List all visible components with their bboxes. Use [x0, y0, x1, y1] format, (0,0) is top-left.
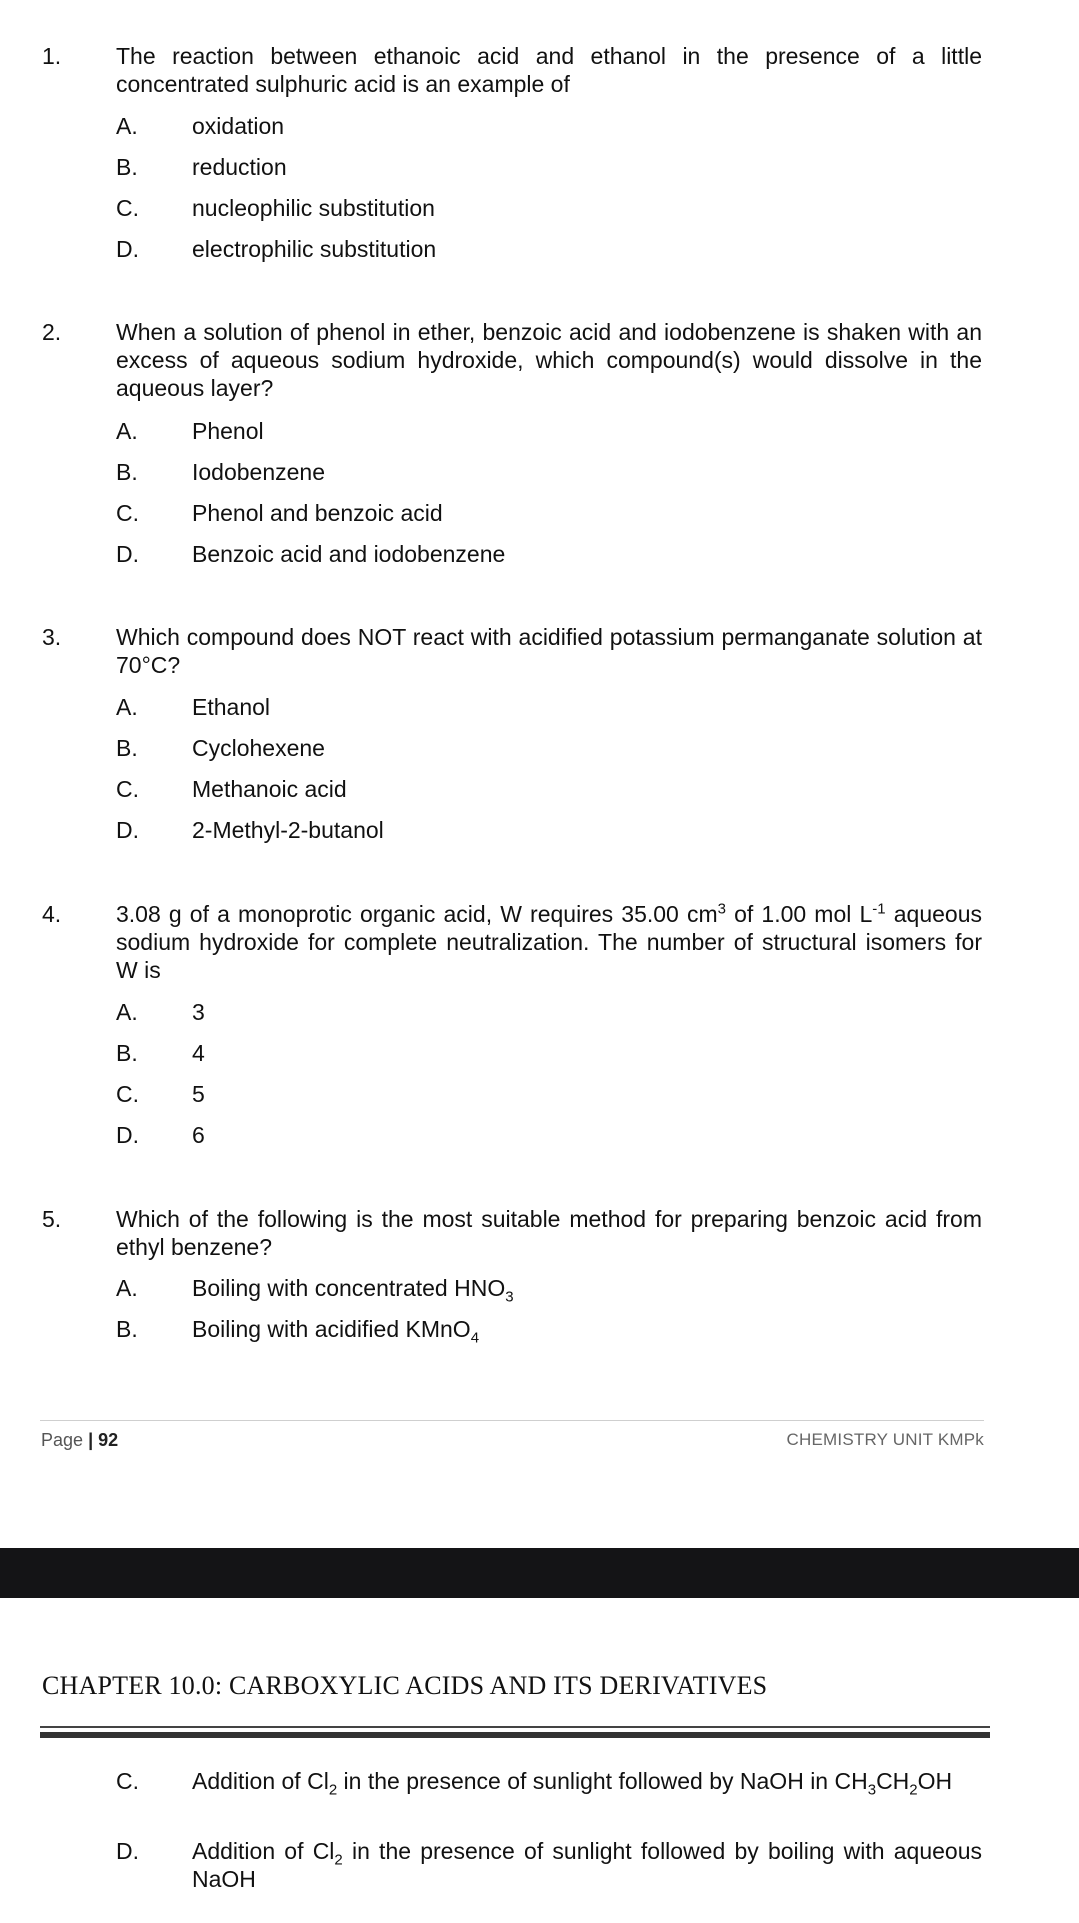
- option-text: Benzoic acid and iodobenzene: [192, 541, 506, 567]
- question-number: 2.: [42, 319, 62, 345]
- option-text-part: in the presence of sunlight followed by boiling with aqueous NaOH: [192, 1838, 982, 1892]
- option-letter: D.: [116, 541, 139, 567]
- header-rule-thin: [40, 1726, 990, 1728]
- option-text: [192, 1274, 982, 1306]
- option-letter: B.: [116, 154, 138, 180]
- question-text: When a solution of phenol in ether, benzoic acid and iodobenzene is shaken with an excess of aqueous sodium hydroxide, which compound(s) would dissolve in the aqueous layer?: [116, 319, 982, 401]
- option-text: 6: [192, 1122, 205, 1148]
- option-letter: A.: [116, 999, 138, 1025]
- option-text: electrophilic substitution: [192, 236, 437, 262]
- question-number: 3.: [42, 624, 62, 650]
- option-4d: [116, 1121, 982, 1151]
- option-text-part: Boiling with concentrated HNO: [192, 1275, 506, 1301]
- option-letter: C.: [116, 195, 139, 221]
- question-text: [116, 900, 982, 984]
- question-text: The reaction between ethanoic acid and ethanol in the presence of a little concentrated sulphuric acid is an example of: [116, 43, 982, 97]
- page-number: 92: [98, 1430, 119, 1450]
- option-text: Iodobenzene: [192, 459, 326, 485]
- option-text: nucleophilic substitution: [192, 195, 435, 221]
- option-text: [192, 1767, 982, 1799]
- question-text: Which of the following is the most suitable method for preparing benzoic acid from ethyl benzene?: [116, 1206, 982, 1260]
- option-letter: C.: [116, 1081, 139, 1107]
- option-letter: D.: [116, 1838, 139, 1864]
- option-text: 3: [192, 999, 205, 1025]
- option-text: [192, 1837, 982, 1893]
- option-letter: D.: [116, 1122, 139, 1148]
- option-letter: A.: [116, 418, 138, 444]
- option-1a: [116, 112, 982, 142]
- option-letter: B.: [116, 459, 138, 485]
- subscript: 3: [505, 1288, 514, 1306]
- option-text-part: in the presence of sunlight followed by NaOH in CH: [337, 1768, 868, 1794]
- unit-label: CHEMISTRY UNIT KMPk: [786, 1430, 984, 1449]
- option-1c: [116, 194, 982, 224]
- option-4c: [116, 1080, 982, 1110]
- subscript: 4: [470, 1329, 480, 1347]
- page-indicator: [41, 1426, 118, 1454]
- option-5b: [116, 1315, 982, 1345]
- page-break-band: [0, 1548, 1079, 1598]
- question-text: Which compound does NOT react with acidified potassium permanganate solution at 70°C?: [116, 624, 982, 678]
- option-3a: [116, 693, 982, 723]
- header-rule-thick: [40, 1732, 990, 1738]
- option-1b: [116, 153, 982, 183]
- option-text-part: Addition of Cl: [192, 1838, 335, 1864]
- option-text: 2-Methyl-2-butanol: [192, 817, 384, 843]
- option-1d: [116, 235, 982, 265]
- option-text-part: CH: [876, 1768, 910, 1794]
- option-letter: A.: [116, 1275, 138, 1301]
- option-letter: C.: [116, 776, 139, 802]
- option-letter: A.: [116, 694, 138, 720]
- question-text-part: 3.08 g of a monoprotic organic acid, W requires 35.00 cm: [116, 901, 718, 927]
- option-text: Phenol: [192, 418, 264, 444]
- option-text-part: Boiling with acidified KMnO: [192, 1316, 471, 1342]
- option-4b: [116, 1039, 982, 1069]
- option-text: 5: [192, 1081, 205, 1107]
- page-separator: |: [88, 1430, 94, 1450]
- option-letter: D.: [116, 236, 139, 262]
- chapter-title: CHAPTER 10.0: CARBOXYLIC ACIDS AND ITS DERIVATIVES: [42, 1671, 768, 1700]
- option-2b: [116, 458, 982, 488]
- option-letter: B.: [116, 735, 138, 761]
- option-letter: B.: [116, 1316, 138, 1342]
- option-5c: [116, 1767, 982, 1827]
- question-number: 5.: [42, 1206, 62, 1232]
- question-number: 4.: [42, 901, 62, 927]
- option-text: Phenol and benzoic acid: [192, 500, 443, 526]
- footer-divider: [40, 1420, 984, 1421]
- option-letter: C.: [116, 500, 139, 526]
- option-2c: [116, 499, 982, 529]
- option-2a: [116, 417, 982, 447]
- option-5d: [116, 1837, 982, 1897]
- option-text: Methanoic acid: [192, 776, 347, 802]
- superscript: -1: [872, 900, 886, 918]
- option-text: oxidation: [192, 113, 285, 139]
- subscript: 3: [867, 1781, 877, 1799]
- option-letter: B.: [116, 1040, 138, 1066]
- option-letter: D.: [116, 817, 139, 843]
- option-3d: [116, 816, 982, 846]
- question-text-part: aqueous sodium hydroxide for complete neutralization. The number of structural isomers for W is: [116, 901, 983, 983]
- subscript: 2: [334, 1851, 343, 1869]
- subscript: 2: [909, 1781, 918, 1799]
- question-text-part: of 1.00 mol L: [725, 901, 873, 927]
- option-text-part: Addition of Cl: [192, 1768, 329, 1794]
- superscript: 3: [717, 900, 726, 918]
- option-text-part: OH: [917, 1768, 953, 1794]
- option-3c: [116, 775, 982, 805]
- option-text: Cyclohexene: [192, 735, 325, 761]
- page-label: Page: [41, 1430, 84, 1450]
- option-text: reduction: [192, 154, 287, 180]
- option-letter: A.: [116, 113, 138, 139]
- option-3b: [116, 734, 982, 764]
- option-4a: [116, 998, 982, 1028]
- option-letter: C.: [116, 1768, 139, 1794]
- option-text: Ethanol: [192, 694, 271, 720]
- option-2d: [116, 540, 982, 570]
- option-text: [192, 1315, 982, 1347]
- option-text: 4: [192, 1040, 205, 1066]
- question-number: 1.: [42, 43, 62, 69]
- subscript: 2: [328, 1781, 338, 1799]
- option-5a: [116, 1274, 982, 1304]
